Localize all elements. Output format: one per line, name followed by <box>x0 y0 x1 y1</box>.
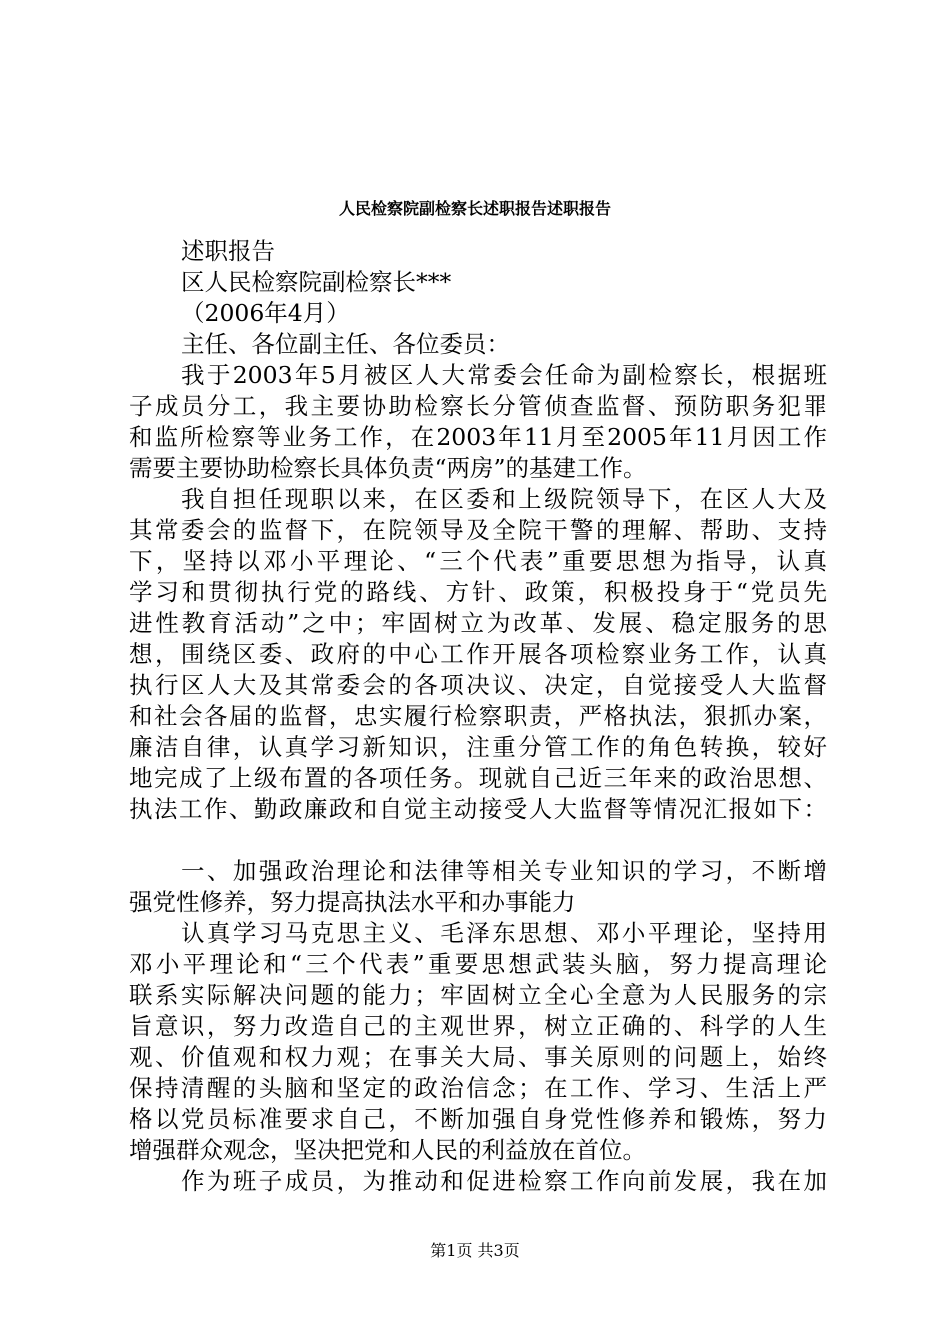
paragraph-line: 我自担任现职以来，在区委和上级院领导下，在区人大及 <box>181 485 827 513</box>
paragraph-line: 下，坚持以邓小平理论、“三个代表”重要思想为指导，认真 <box>129 547 827 575</box>
paragraph-line: 进性教育活动”之中；牢固树立为改革、发展、稳定服务的思 <box>129 609 827 637</box>
paragraph-line: 和社会各届的监督，忠实履行检察职责，严格执法，狠抓办案， <box>129 702 827 730</box>
paragraph-line: 邓小平理论和“三个代表”重要思想武装头脑，努力提高理论 <box>129 950 827 978</box>
paragraph-line: 旨意识，努力改造自己的主观世界，树立正确的、科学的人生 <box>129 1012 827 1040</box>
paragraph-line: 增强群众观念，坚决把党和人民的利益放在首位。 <box>129 1136 646 1164</box>
header-line: 述职报告 <box>181 237 275 265</box>
paragraph-line: 想，围绕区委、政府的中心工作开展各项检察业务工作，认真 <box>129 640 827 668</box>
paragraph-line: 执行区人大及其常委会的各项决议、决定，自觉接受人大监督 <box>129 671 827 699</box>
blank-line <box>129 825 827 856</box>
paragraph-line: 格以党员标准要求自己，不断加强自身党性修养和锻炼，努力 <box>129 1105 827 1133</box>
document-body <box>129 236 827 1197</box>
salutation: 主任、各位副主任、各位委员： <box>181 330 510 358</box>
paragraph-line: 其常委会的监督下，在院领导及全院干警的理解、帮助、支持 <box>129 516 827 544</box>
paragraph-line: 作为班子成员，为推动和促进检察工作向前发展，我在加 <box>181 1167 827 1195</box>
section-heading-line: 强党性修养，努力提高执法水平和办事能力 <box>129 888 576 916</box>
paragraph <box>129 918 827 1166</box>
paragraph-line: 地完成了上级布置的各项任务。现就自己近三年来的政治思想、 <box>129 764 827 792</box>
paragraph-line: 观、价值观和权力观；在事关大局、事关原则的问题上，始终 <box>129 1043 827 1071</box>
paragraph-line: 需要主要协助检察长具体负责“两房”的基建工作。 <box>129 454 647 482</box>
section-heading <box>129 856 827 918</box>
paragraph <box>129 360 827 484</box>
header-line: 区人民检察院副检察长*** <box>181 268 452 296</box>
page-footer: 第1页 共3页 <box>430 1241 520 1260</box>
paragraph <box>129 1166 827 1197</box>
paragraph-line: 和监所检察等业务工作，在2003年11月至2005年11月因工作 <box>129 423 827 451</box>
paragraph-line: 执法工作、勤政廉政和自觉主动接受人大监督等情况汇报如下： <box>129 795 827 823</box>
document-title: 人民检察院副检察长述职报告述职报告 <box>338 199 611 218</box>
paragraph-line: 学习和贯彻执行党的路线、方针、政策，积极投身于“党员先 <box>129 578 827 606</box>
paragraph <box>129 484 827 825</box>
section-heading-line: 一、加强政治理论和法律等相关专业知识的学习，不断增 <box>181 857 827 885</box>
paragraph-line: 认真学习马克思主义、毛泽东思想、邓小平理论，坚持用 <box>181 919 827 947</box>
header-line: （2006年4月） <box>181 299 350 327</box>
paragraph-line: 我于2003年5月被区人大常委会任命为副检察长，根据班 <box>181 361 827 389</box>
paragraph-line: 联系实际解决问题的能力；牢固树立全心全意为人民服务的宗 <box>129 981 827 1009</box>
paragraph-line: 保持清醒的头脑和坚定的政治信念；在工作、学习、生活上严 <box>129 1074 827 1102</box>
paragraph-line: 子成员分工，我主要协助检察长分管侦查监督、预防职务犯罪 <box>129 392 827 420</box>
paragraph-line: 廉洁自律，认真学习新知识，注重分管工作的角色转换，较好 <box>129 733 827 761</box>
